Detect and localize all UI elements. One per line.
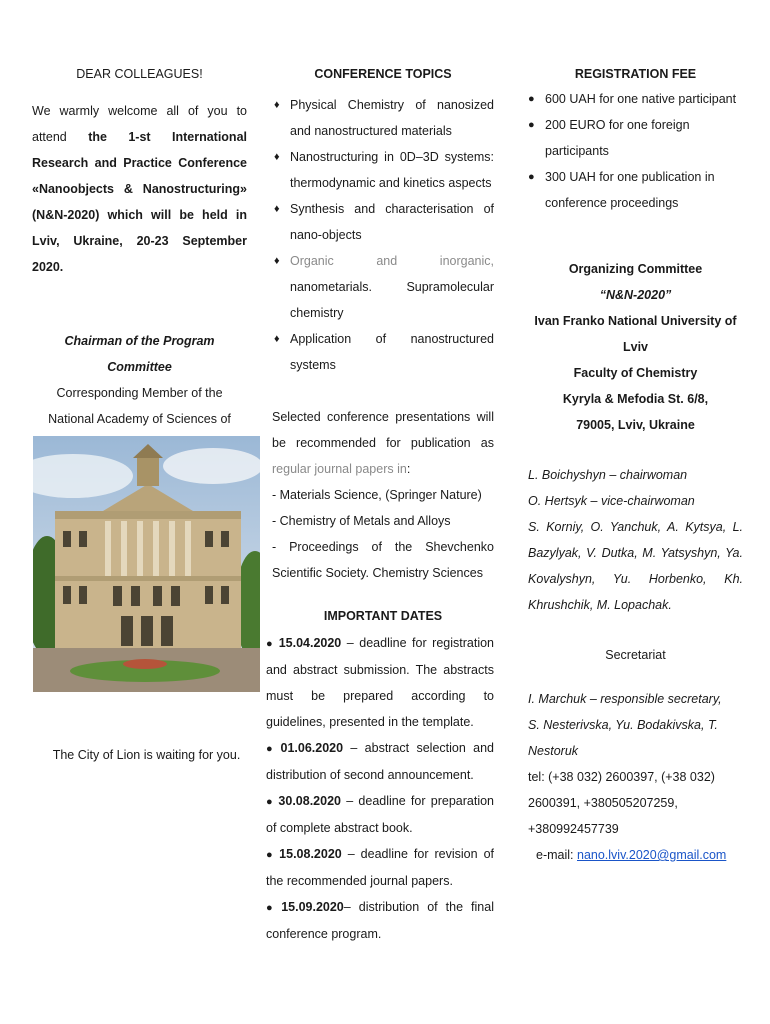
important-dates-heading: IMPORTANT DATES [323, 609, 443, 623]
topic-item: ♦ Synthesis and characterisation of nano-objects [272, 196, 494, 248]
diamond-bullet-icon: ♦ [274, 203, 280, 215]
committee-members [528, 462, 743, 618]
fee-item: ● 600 UAH for one native participant [528, 86, 743, 112]
dot-bullet-icon: ● [266, 796, 275, 808]
welcome-lead: We warmly welcome all of you to attend [32, 104, 247, 144]
university-building-photo [33, 436, 260, 692]
org-name: “N&N-2020” [599, 288, 672, 302]
welcome-conference-details: the 1-st International Research and Practice Conference «Nanoobjects & Nanostructuring» (N&N-2020) which will be held in Lviv, Ukraine, 20-23 September 2020. [32, 130, 247, 274]
fee-item: ● 200 EURO for one foreign participants [528, 112, 743, 164]
email-label: e-mail: [536, 848, 574, 862]
secretariat-others: S. Nesterivska, Yu. Bodakivska, T. Nestoruk [528, 718, 718, 758]
members-list: S. Korniy, O. Yanchuk, A. Kytsya, L. Bazylyak, V. Dutka, M. Yatsyshyn, Ya. Kovalyshyn, Yu. Horbenko, Kh. Khrushchik, M. Lopachak. [528, 520, 743, 612]
organizing-committee-block [528, 256, 743, 438]
conference-topics-heading: CONFERENCE TOPICS [314, 67, 452, 81]
registration-fee-heading: REGISTRATION FEE [574, 67, 697, 81]
org-line: 79005, Lviv, Ukraine [576, 418, 695, 432]
photo-caption: The City of Lion is waiting for you. [52, 748, 241, 762]
topic-item: ♦ Application of nanostructured systems [272, 326, 494, 378]
journal-list [272, 482, 494, 586]
dot-bullet-icon: ● [266, 849, 276, 861]
dot-bullet-icon: ● [528, 119, 535, 131]
email-link[interactable]: nano.lviv.2020@gmail.com [577, 848, 727, 862]
dot-bullet-icon: ● [266, 638, 275, 650]
dot-bullet-icon: ● [528, 93, 535, 105]
diamond-bullet-icon: ♦ [274, 99, 280, 111]
secretariat-block [528, 686, 743, 868]
diamond-bullet-icon: ♦ [274, 333, 280, 345]
dot-bullet-icon: ● [266, 902, 278, 914]
diamond-bullet-icon: ♦ [274, 151, 280, 163]
dates-list [266, 630, 494, 947]
org-heading: Organizing Committee [568, 262, 703, 276]
column-topics [266, 60, 494, 947]
org-line: Faculty of Chemistry [573, 366, 698, 380]
column-registration [528, 60, 743, 868]
org-line: Ivan Franko National University of Lviv [534, 314, 737, 354]
org-line: Kyryla & Mefodia St. 6/8, [562, 392, 709, 406]
chairman-line-1: Corresponding Member of the National Academy of Sciences of [48, 386, 231, 426]
journal-item: - Materials Science, (Springer Nature) [272, 488, 482, 502]
telephone-numbers: tel: (+38 032) 2600397, (+38 032) 2600391, +380505207259, +380992457739 [528, 770, 715, 836]
vice-chair-line: O. Hertsyk – vice-chairwoman [528, 494, 695, 508]
fee-item: ● 300 UAH for one publication in conference proceedings [528, 164, 743, 216]
date-item: ● 15.09.2020– distribution of the final conference program. [266, 900, 494, 941]
topic-item: ♦ Organic and inorganic, nanometarials. Supramolecular chemistry [272, 248, 494, 326]
chair-line: L. Boichyshyn – chairwoman [528, 468, 688, 482]
secretary-line: I. Marchuk – responsible secretary, [528, 692, 722, 706]
publication-paragraph: Selected conference presentations will be recommended for publication as regular journal papers in: [272, 410, 494, 476]
email-line [528, 842, 743, 868]
topics-list [272, 92, 494, 378]
fee-list [528, 86, 743, 216]
dot-bullet-icon: ● [266, 743, 277, 755]
topic-item: ♦ Nanostructuring in 0D–3D systems: thermodynamic and kinetics aspects [272, 144, 494, 196]
date-item: ● 15.08.2020 – deadline for revision of the recommended journal papers. [266, 847, 494, 888]
dear-colleagues-heading: DEAR COLLEAGUES! [76, 67, 203, 81]
welcome-paragraph [32, 98, 247, 280]
date-item: ● 01.06.2020 – abstract selection and distribution of second announcement. [266, 741, 494, 782]
journal-item: - Proceedings of the Shevchenko Scientific Society. Chemistry Sciences [272, 540, 494, 580]
journal-item: - Chemistry of Metals and Alloys [272, 514, 451, 528]
date-item: ● 30.08.2020 – deadline for preparation of complete abstract book. [266, 794, 494, 835]
date-item: ● 15.04.2020 – deadline for registration and abstract submission. The abstracts must be prepared according to guidelines, presented in the template. [266, 636, 494, 729]
chairman-title: Chairman of the Program Committee [64, 334, 215, 374]
secretariat-heading: Secretariat [605, 648, 666, 662]
topic-item: ♦ Physical Chemistry of nanosized and nanostructured materials [272, 92, 494, 144]
dot-bullet-icon: ● [528, 171, 535, 183]
diamond-bullet-icon: ♦ [274, 255, 280, 267]
